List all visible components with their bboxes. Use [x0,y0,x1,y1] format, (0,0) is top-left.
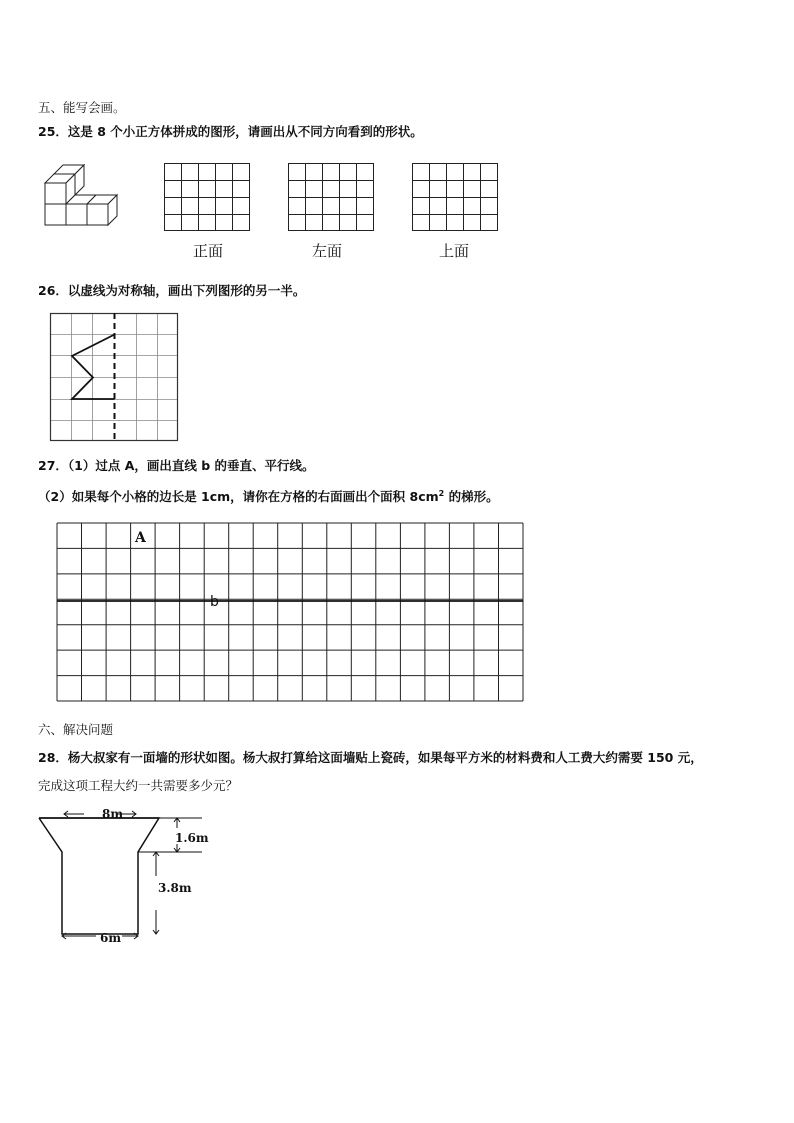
label-left-view: 左面 [312,242,343,260]
q25-grid-left[interactable] [288,163,374,231]
dim-side-lower: 3.8m [158,881,192,895]
q27-grid[interactable] [57,523,525,703]
q25-grid-top[interactable] [412,163,498,231]
dim-top: 8m [102,807,124,821]
line-b-label: b [210,594,219,610]
q27-part2-sup: 2 [438,488,445,498]
q27-part2-suffix: 的梯形。 [444,489,499,504]
q25-text: 25．这是 8 个小正方体拼成的图形，请画出从不同方向看到的形状。 [38,124,423,139]
q27-part1: 27．（1）过点 A，画出直线 b 的垂直、平行线。 [38,458,315,473]
q28-line1: 28．杨大叔家有一面墙的形状如图。杨大叔打算给这面墙贴上瓷砖，如果每平方米的材料费和人工费大约需要 150 元， [38,750,703,765]
section-5-title: 五、能写会画。 [38,100,126,115]
q26-text: 26．以虚线为对称轴，画出下列图形的另一半。 [38,283,306,298]
q25-grid-front[interactable] [164,163,250,231]
dim-bottom: 6m [100,931,122,945]
section-6-title: 六、解决问题 [38,722,114,737]
point-a-label: A [135,530,146,546]
q27-part2 [38,489,499,505]
label-top-view: 上面 [439,242,470,260]
q27-part2-prefix: （2）如果每个小格的边长是 1cm，请你在方格的右面画出个面积 8cm [38,489,439,504]
symmetry-grid-figure[interactable] [50,313,180,443]
q28-line2: 完成这项工程大约一共需要多少元？ [38,778,239,793]
dim-side-upper: 1.6m [175,831,209,845]
label-front-view: 正面 [193,242,224,260]
cube-stack-figure [40,165,130,230]
half-shape [72,335,115,400]
wall-shape-figure [34,806,214,946]
